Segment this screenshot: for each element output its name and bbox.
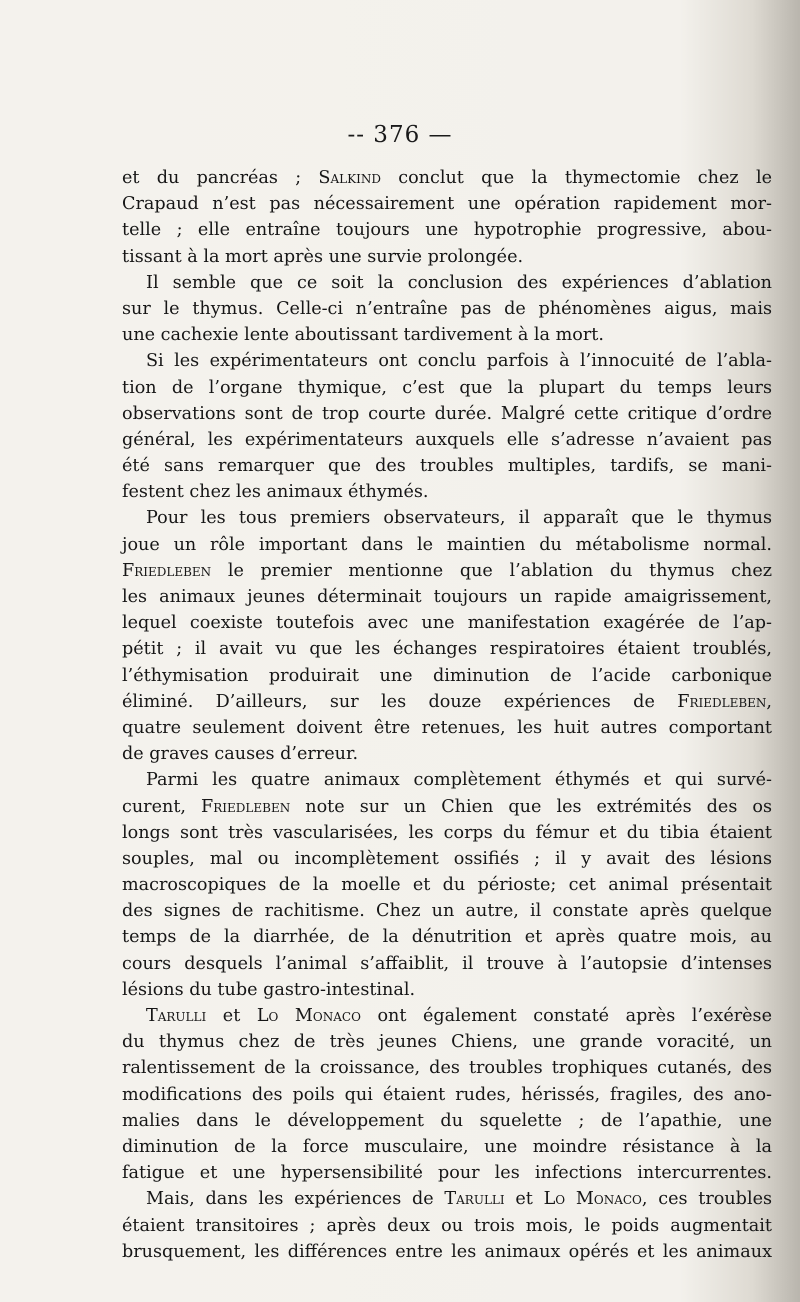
text-line: l’éthymisation produirait une diminution de l’acide carbonique bbox=[122, 665, 772, 686]
text-line: longs sont très vascularisées, les corps du fémur et du tibia étaient bbox=[122, 822, 772, 843]
text-line: diminution de la force musculaire, une moindre résistance à la bbox=[122, 1136, 772, 1157]
text-line: tion de l’organe thymique, c’est que la plupart du temps leurs bbox=[122, 377, 772, 398]
text-line: Parmi les quatre animaux complètement éthymés et qui survé- bbox=[146, 770, 772, 791]
page-number: -- 376 — bbox=[347, 122, 453, 148]
text-line: Il semble que ce soit la conclusion des expériences d’ablation bbox=[146, 272, 772, 293]
text-line: observations sont de trop courte durée. Malgré cette critique d’ordre bbox=[122, 403, 772, 424]
text-line: quatre seulement doivent être retenues, les huit autres comportant bbox=[122, 717, 772, 738]
text-line: été sans remarquer que des troubles multiples, tardifs, se mani- bbox=[122, 456, 772, 477]
text-line: général, les expérimentateurs auxquels elle s’adresse n’avaient pas bbox=[122, 429, 772, 450]
text-line: festent chez les animaux éthymés. bbox=[122, 482, 429, 503]
text-line: lequel coexiste toutefois avec une manifestation exagérée de l’ap- bbox=[122, 613, 772, 634]
text-line: étaient transitoires ; après deux ou trois mois, le poids augmentait bbox=[122, 1215, 772, 1236]
text-line: joue un rôle important dans le maintien du métabolisme normal. bbox=[122, 534, 772, 555]
text-line: Si les expérimentateurs ont conclu parfois à l’innocuité de l’abla- bbox=[146, 351, 772, 372]
text-line: cours desquels l’animal s’affaiblit, il trouve à l’autopsie d’intenses bbox=[122, 953, 772, 974]
text-line: et du pancréas ; Salkind conclut que la thymectomie chez le bbox=[122, 168, 772, 188]
text-line: Crapaud n’est pas nécessairement une opération rapidement mor- bbox=[122, 194, 772, 215]
text-line: éliminé. D’ailleurs, sur les douze expériences de Friedleben, bbox=[122, 691, 772, 712]
text-line: modifications des poils qui étaient rudes, hérissés, fragiles, des ano- bbox=[122, 1084, 772, 1105]
text-line: sur le thymus. Celle-ci n’entraîne pas de phénomènes aigus, mais bbox=[122, 298, 772, 319]
text-line: malies dans le développement du squelette ; de l’apathie, une bbox=[122, 1110, 772, 1131]
text-line: pétit ; il avait vu que les échanges respiratoires étaient troublés, bbox=[122, 639, 772, 660]
text-line: telle ; elle entraîne toujours une hypotrophie progressive, abou- bbox=[122, 220, 772, 241]
text-line: Tarulli et Lo Monaco ont également constaté après l’exérèse bbox=[146, 1006, 773, 1026]
text-line: une cachexie lente aboutissant tardivement à la mort. bbox=[122, 325, 604, 346]
text-line: Friedleben le premier mentionne que l’ablation du thymus chez bbox=[122, 560, 772, 581]
text-line: les animaux jeunes déterminait toujours un rapide amaigrissement, bbox=[122, 587, 772, 607]
text-line: des signes de rachitisme. Chez un autre, il constate après quelque bbox=[122, 901, 772, 922]
text-line: ralentissement de la croissance, des troubles trophiques cutanés, des bbox=[122, 1058, 772, 1079]
text-line: du thymus chez de très jeunes Chiens, une grande voracité, un bbox=[122, 1032, 772, 1053]
text-line: temps de la diarrhée, de la dénutrition et après quatre mois, au bbox=[122, 927, 772, 948]
text-line: de graves causes d’erreur. bbox=[122, 744, 359, 765]
text-line: Mais, dans les expériences de Tarulli et Lo Monaco, ces troubles bbox=[146, 1189, 773, 1210]
text-line: Pour les tous premiers observateurs, il apparaît que le thymus bbox=[146, 508, 772, 529]
text-line: brusquement, les différences entre les animaux opérés et les animaux bbox=[122, 1241, 772, 1262]
body-text bbox=[122, 165, 772, 1265]
text-line: tissant à la mort après une survie prolongée. bbox=[122, 246, 524, 267]
text-line: lésions du tube gastro-intestinal. bbox=[122, 979, 416, 1000]
text-line: macroscopiques de la moelle et du périoste; cet animal présentait bbox=[122, 875, 772, 896]
text-line: fatigue et une hypersensibilité pour les infections intercurrentes. bbox=[122, 1163, 772, 1184]
text-line: souples, mal ou incomplètement ossifiés ; il y avait des lésions bbox=[122, 848, 772, 869]
text-line: curent, Friedleben note sur un Chien que les extrémités des os bbox=[122, 796, 773, 817]
